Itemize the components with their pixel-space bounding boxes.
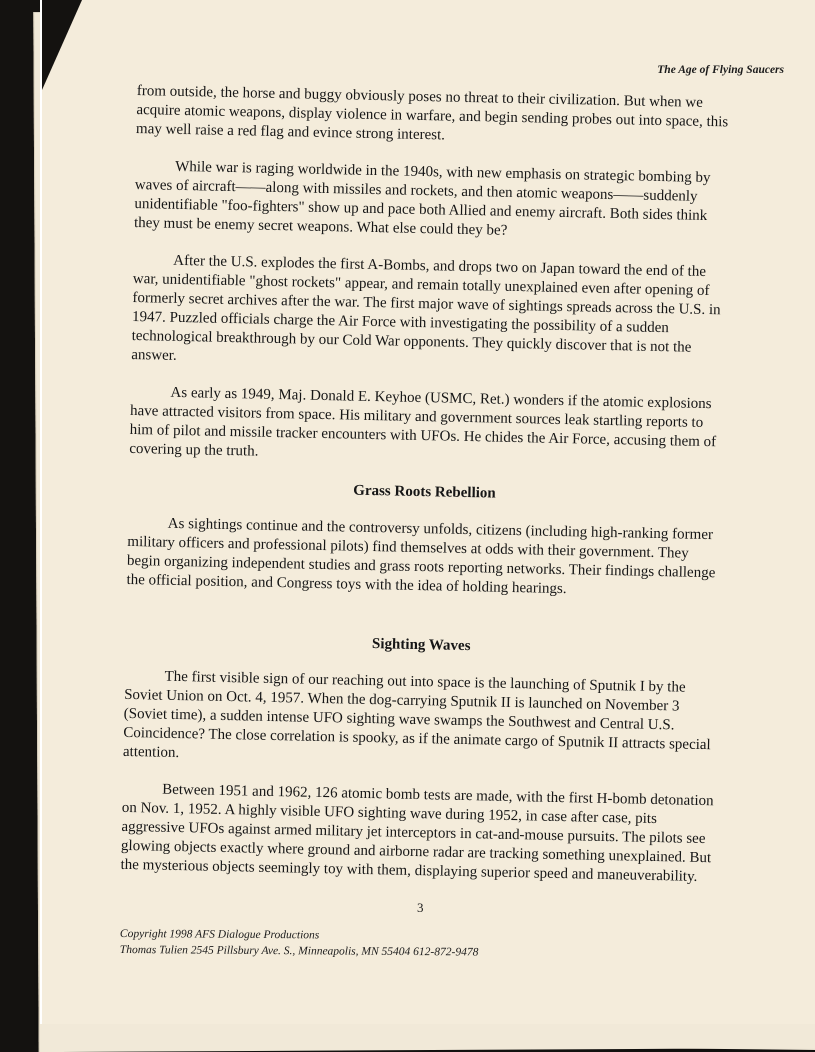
paragraph: While war is raging worldwide in the 1940s, with new emphasis on strategic bombing by waves of aircraft——along with missiles and rockets, and then atomic weapons——suddenly unidentifiable "foo-fighters" show up and pace both Allied and enemy aircraft. Both sides think they must be enemy secret weapons. What else could they be? bbox=[133, 158, 711, 239]
paragraph: from outside, the horse and buggy obviously poses no threat to their civilization. But when we acquire atomic weapons, display violence in warfare, and begin sending probes out into space, this may well raise a red flag and evince strong interest. bbox=[135, 82, 729, 144]
paragraph: As sightings continue and the controversy unfolds, citizens (including high-ranking former military officers and professional pilots) find themselves at odds with their government. They begin organizing independent studies and grass roots reporting networks. Their findings challenge the official position, and Congress toys with the idea of holding hearings. bbox=[126, 515, 716, 598]
copyright-line: Copyright 1998 AFS Dialogue Productions bbox=[119, 927, 320, 942]
document-page bbox=[40, 0, 815, 1024]
page-corner-fold bbox=[42, 0, 82, 90]
address-line: Thomas Tulien 2545 Pillsbury Ave. S., Minneapolis, MN 55404 612-872-9478 bbox=[119, 943, 479, 959]
running-head: The Age of Flying Saucers bbox=[657, 64, 784, 76]
body-text bbox=[120, 82, 729, 905]
section-heading: Sighting Waves bbox=[371, 636, 471, 655]
footer bbox=[120, 926, 479, 961]
paragraph: Between 1951 and 1962, 126 atomic bomb tests are made, with the first H-bomb detonation on Nov. 1, 1952. A highly visible UFO sighting wave during 1952, in case after case, pits aggressive UFOs against armed military jet interceptors in cat-and-mouse pursuits. The pilots see glowing objects exactly where ground and airborne radar are tracking something unexplained. But the mysterious objects seemingly toy with them, displaying superior speed and maneuverability. bbox=[120, 781, 714, 885]
page-number: 3 bbox=[417, 900, 424, 915]
paragraph: The first visible sign of our reaching out into space is the launching of Sputnik I by the Soviet Union on Oct. 4, 1957. When the dog-carrying Sputnik II is launched on November 3 (Soviet time), a sudden intense UFO sighting wave swamps the Southwest and Central U.S. Coincidence? The close correlation is spooky, as if the animate cargo of Sputnik II attracts special attention. bbox=[122, 668, 711, 762]
paragraph: After the U.S. explodes the first A-Bombs, and drops two on Japan toward the end of the war, unidentifiable "ghost rockets" appear, and remain totally unexplained even after opening of formerly secret archives after the war. The first major wave of sightings spreads across the U.S. in 1947. Puzzled officials charge the Air Force with investigating the possibility of a sudden technological breakthrough by our Cold War opponents. They quickly discover that is not the answer. bbox=[131, 252, 721, 364]
section-heading: Grass Roots Rebellion bbox=[353, 482, 496, 502]
paragraph: As early as 1949, Maj. Donald E. Keyhoe (USMC, Ret.) wonders if the atomic explosions have attracted visitors from space. His military and government sources leak startling reports to him of pilot and missile tracker encounters with UFOs. He chides the Air Force, accusing them of covering up the truth. bbox=[129, 384, 717, 460]
